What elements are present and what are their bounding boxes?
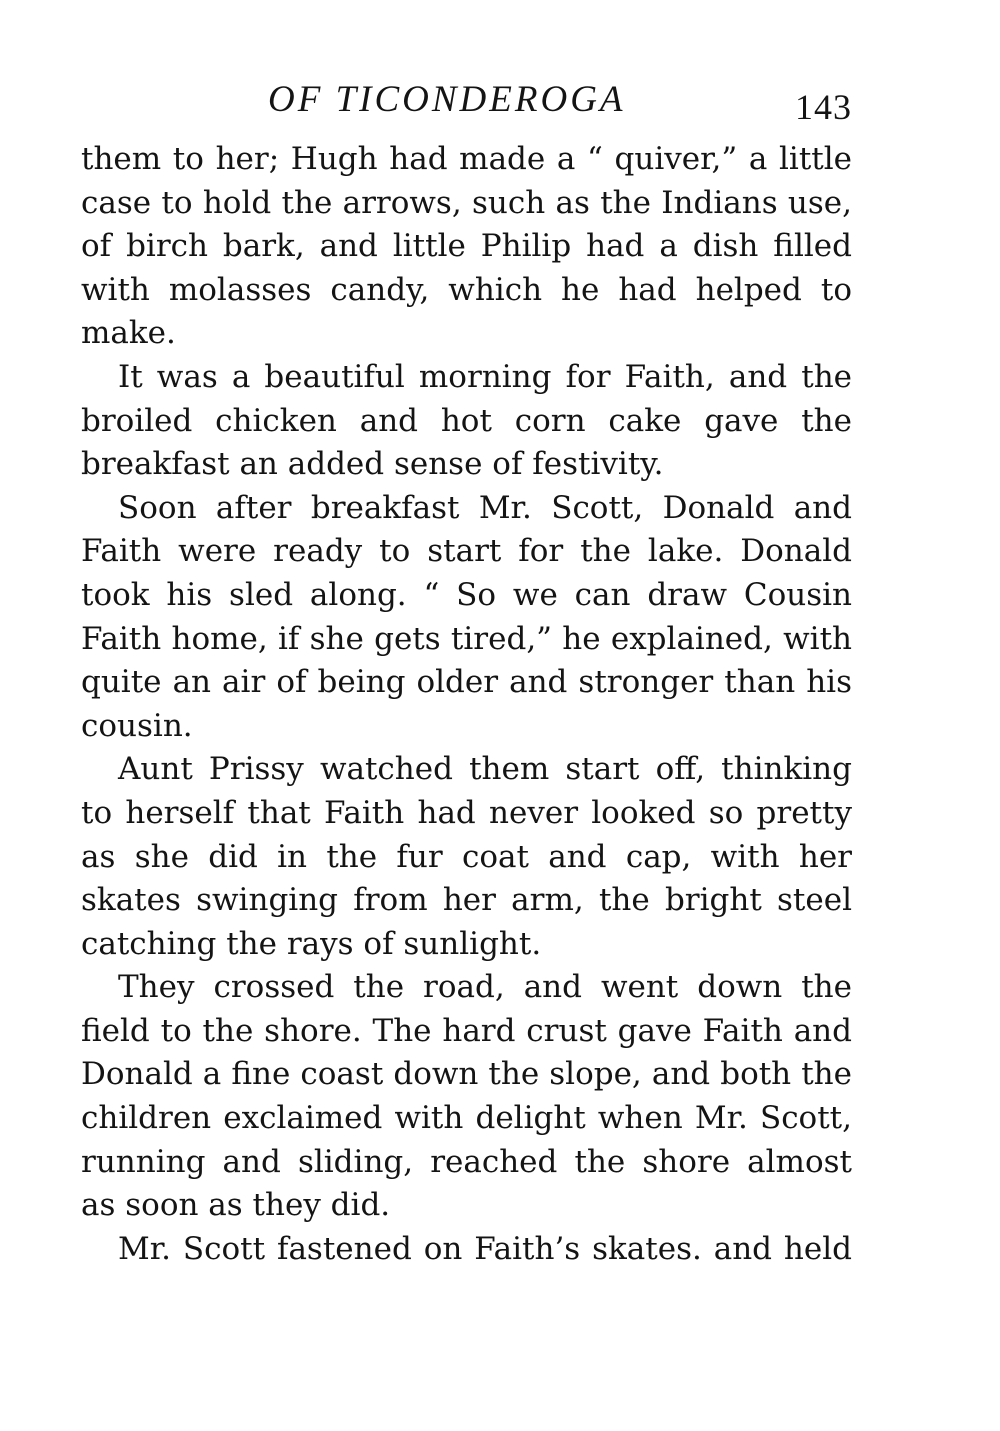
paragraph: Aunt Prissy watched them start off, thinking to herself that Faith had never looked so pretty as she did in the fur coat and cap, with her skates swinging from her arm, the bright steel catching the rays of sunlight. [81,751,852,962]
paragraph-continued: them to her; Hugh had made a “ quiver,” a little case to hold the arrows, such as the Indians use, of birch bark, and little Philip had a dish filled with molasses candy, which he had helped to make. [81,141,852,352]
running-head [81,74,852,138]
body-text [81,138,852,1271]
paragraph: It was a beautiful morning for Faith, and the broiled chicken and hot corn cake gave the breakfast an added sense of festivity. [81,358,852,483]
book-page [81,74,852,1271]
paragraph: Soon after breakfast Mr. Scott, Donald and Faith were ready to start for the lake. Donald took his sled along. “ So we can draw Cousin Faith home, if she gets tired,” he explained, with quite an air of being older and stronger than his cousin. [81,489,852,744]
running-title: OF TICONDEROGA [268,79,626,120]
paragraph: They crossed the road, and went down the field to the shore. The hard crust gave Faith and Donald a fine coast down the slope, and both the children exclaimed with delight when Mr. Scott, running and sliding, reached the shore almost as soon as they did. [81,969,852,1224]
page-number: 143 [795,87,852,127]
paragraph-continues: Mr. Scott fastened on Faith’s skates. and held [118,1230,852,1267]
